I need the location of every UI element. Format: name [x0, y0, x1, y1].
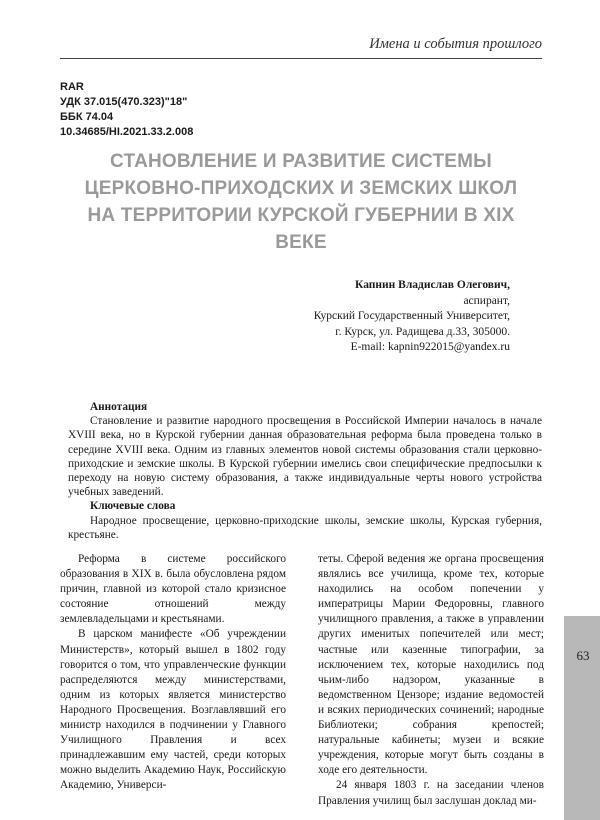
title-line: НА ТЕРРИТОРИИ КУРСКОЙ ГУБЕРНИИ В XIX ВЕКЕ	[87, 205, 515, 253]
author-name: Капнин Владислав Олегович,	[355, 279, 510, 291]
keywords-heading: Ключевые слова	[90, 500, 176, 513]
meta-line: ББК 74.04	[60, 111, 114, 123]
body-column-left	[60, 552, 286, 809]
author-block	[314, 278, 510, 356]
page-number: 63	[576, 648, 590, 663]
meta-line: 10.34685/HI.2021.33.2.008	[60, 126, 194, 138]
body-paragraph: Реформа в системе российского образования в XIX в. была обусловлена рядом причин, главной из которой стало кризисное состояние отношений между землевладельцами и крестьянами.	[60, 553, 286, 626]
article-title	[60, 148, 542, 256]
meta-line: УДК 37.015(470.323)"18"	[60, 96, 188, 108]
header-divider	[60, 58, 542, 59]
body-paragraph: теты. Сферой ведения же органа просвещения являлись все училища, кроме тех, которые находились на особом попечении у императрицы Марии Федоровны, главного училищного правления, а также в управлении других именитых попечителей или мест; частные или казенные типографии, за исключением тех, которые находились под чьим-либо надзором, указанные в ведомственном Цензоре; издание ведомостей и всяких периодических сочинений; народные Библиотеки; собрания крепостей; натуральные кабинеты; музеи и всякие учреждения, которые могут быть созданы в ходе его деятельности.	[318, 553, 544, 777]
abstract-heading: Аннотация	[90, 401, 148, 413]
author-address: г. Курск, ул. Радищева д.33, 305000.	[335, 325, 510, 338]
article-body	[60, 552, 544, 809]
classification-codes	[60, 80, 193, 140]
author-email: E-mail: kapnin922015@yandex.ru	[350, 341, 510, 353]
body-paragraph: В царском манифесте «Об учреждении Министерств», который вышел в 1802 году говорится о том, что управленческие функции распределяются между министерствами, одним из которых является министерство Народного Просвещения. Возглавлявший его министр находился в подчинении у Главного Училищного Правления и всех принадлежавшим ему частей, среди которых можно выделить Академию Наук, Российскую Академию, Универси-	[60, 628, 286, 792]
keywords-text: Народное просвещение, церковно-приходские школы, земские школы, Курская губерния, крестьяне.	[68, 514, 542, 541]
abstract-block	[68, 400, 542, 542]
page-edge-tab	[564, 616, 600, 820]
running-header: Имена и события прошлого	[369, 36, 542, 52]
title-line: ЦЕРКОВНО-ПРИХОДСКИХ И ЗЕМСКИХ ШКОЛ	[84, 178, 518, 199]
author-university: Курский Государственный Университет,	[313, 310, 510, 322]
body-column-right	[318, 552, 544, 809]
body-paragraph: 24 января 1803 г. на заседании членов Правления училищ был заслушан доклад ми-	[318, 779, 544, 807]
author-position: аспирант,	[463, 294, 510, 307]
meta-line: RAR	[60, 81, 84, 93]
title-line: СТАНОВЛЕНИЕ И РАЗВИТИЕ СИСТЕМЫ	[110, 151, 492, 172]
abstract-text: Становление и развитие народного просвещения в Российской Империи началось в начале XVIII века, но в Курской губернии данная образовательная реформа была проведена только в середине XVIII века. Одним из главных элементов новой системы образования стали церковно-приходские и земские школы. В Курской губернии имелись свои специфические предпосылки к переходу на новую систему образования, а также индивидуальные черты нового устройства учебных заведений.	[68, 415, 542, 499]
